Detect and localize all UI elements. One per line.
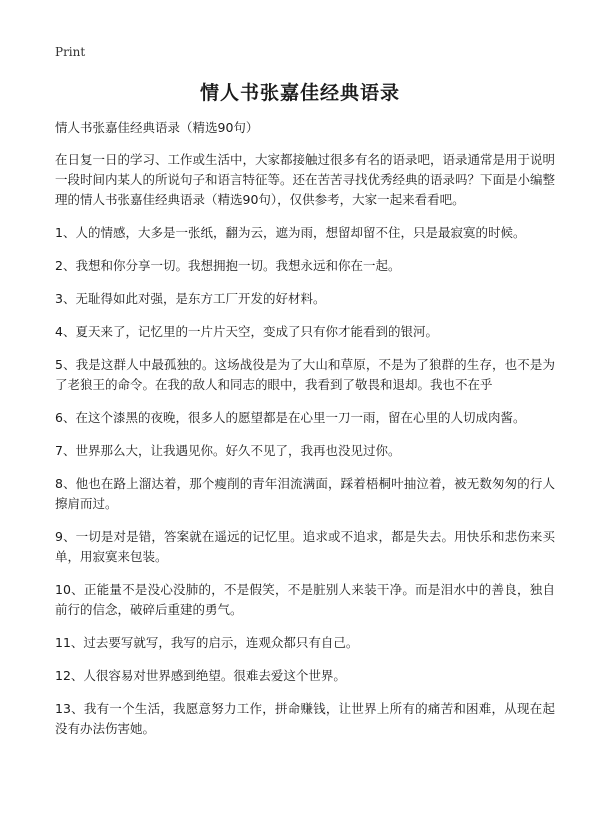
quote-item: 11、过去要写就写，我写的启示，连观众都只有自己。	[55, 635, 359, 650]
quote-item: 12、人很容易对世界感到绝望。很难去爱这个世界。	[55, 668, 346, 683]
quote-item: 6、在这个漆黑的夜晚，很多人的愿望都是在心里一刀一雨，留在心里的人切成肉酱。	[55, 410, 526, 425]
quote-item: 2、我想和你分享一切。我想拥抱一切。我想永远和你在一起。	[55, 258, 401, 273]
print-label: Print	[55, 45, 86, 59]
quote-item: 10、正能量不是没心没肺的，不是假笑，不是脏别人来装干净。而是泪水中的善良，独自前行的信念，破碎后重建的勇气。	[55, 582, 555, 617]
quote-item: 8、他也在路上溜达着，那个瘦削的青年泪流满面，踩着梧桐叶抽泣着，被无数匆匆的行人擦肩而过。	[55, 476, 555, 511]
quote-item: 13、我有一个生活，我愿意努力工作，拼命赚钱，让世界上所有的痛苦和困难，从现在起没有办法伤害她。	[55, 701, 555, 736]
page-title: 情人书张嘉佳经典语录	[199, 82, 400, 104]
intro-paragraph: 在日复一日的学习、工作或生活中，大家都接触过很多有名的语录吧，语录通常是用于说明一段时间内某人的所说句子和语言特征等。还在苦苦寻找优秀经典的语录吗？下面是小编整理的情人书张嘉佳经典语录（精选90句），仅供参考，大家一起来看看吧。	[55, 152, 556, 207]
quote-item: 1、人的情感，大多是一张纸，翻为云，遮为雨，想留却留不住，只是最寂寞的时候。	[55, 225, 526, 240]
document-body	[55, 118, 555, 752]
quote-item: 7、世界那么大，让我遇见你。好久不见了，我再也没见过你。	[55, 443, 401, 458]
quote-item: 5、我是这群人中最孤独的。这场战役是为了大山和草原，不是为了狼群的生存，也不是为了老狼王的命令。在我的敌人和同志的眼中，我看到了敬畏和退却。我也不在乎	[55, 357, 555, 392]
quote-item: 9、一切是对是错，答案就在遥远的记忆里。追求或不追求，都是失去。用快乐和悲伤来买单，用寂寞来包装。	[55, 529, 555, 564]
quote-item: 3、无耻得如此对强，是东方工厂开发的好材料。	[55, 291, 326, 306]
quote-item: 4、夏天来了，记忆里的一片片天空，变成了只有你才能看到的银河。	[55, 324, 438, 339]
subtitle: 情人书张嘉佳经典语录（精选90句）	[55, 120, 259, 135]
